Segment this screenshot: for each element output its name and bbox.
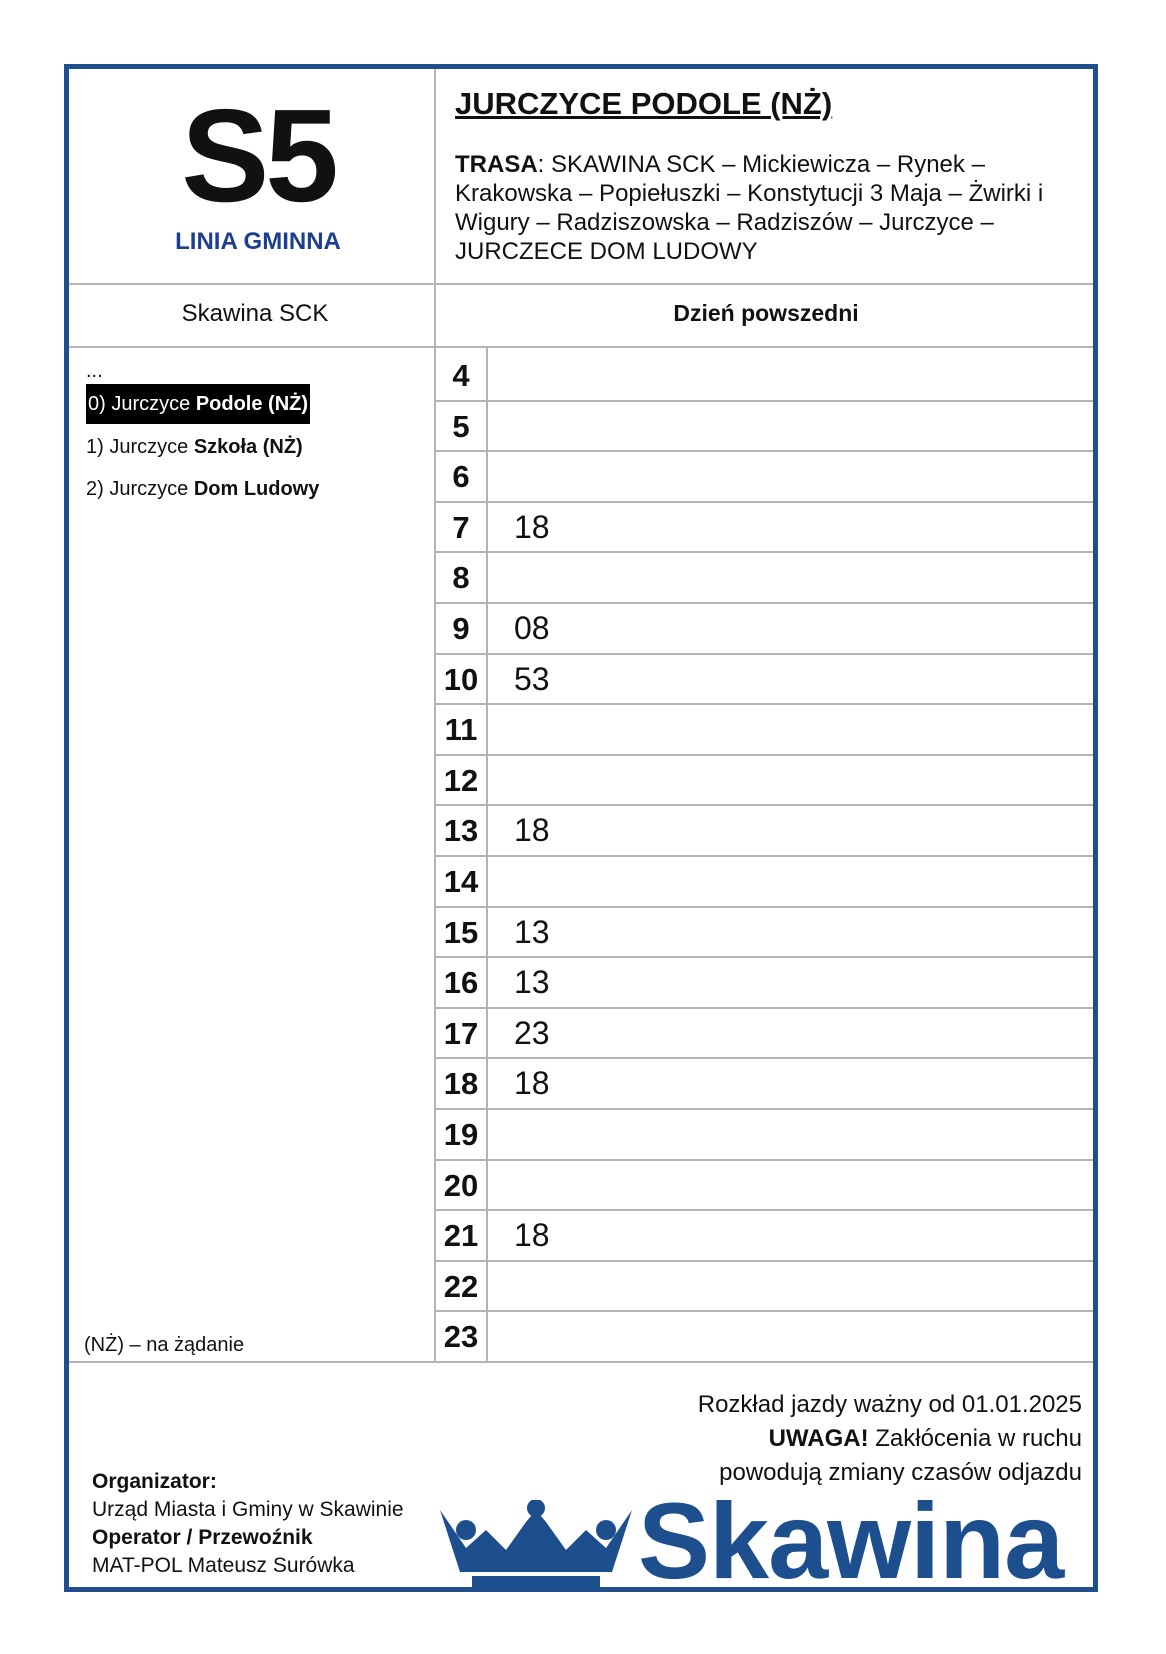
- stop-item-current: [86, 384, 310, 424]
- timetable-row: [436, 907, 1098, 958]
- minutes-cell: 18: [514, 1217, 550, 1254]
- minutes-cell: 18: [514, 508, 550, 545]
- timetable-row: [436, 502, 1098, 553]
- validity-info: [698, 1388, 1082, 1490]
- stop-row: [86, 468, 426, 510]
- hour-cell: 17: [443, 1015, 479, 1051]
- minutes-cell: 23: [514, 1014, 550, 1051]
- minutes-cell: 13: [514, 964, 550, 1001]
- row-divider: [436, 804, 1093, 806]
- timetable-row: [436, 552, 1098, 603]
- timetable-row: [436, 1160, 1098, 1211]
- hour-cell: 19: [443, 1117, 479, 1152]
- route-description: [455, 150, 1055, 266]
- timetable-row: [436, 1261, 1098, 1312]
- organizer-label: Organizator:: [92, 1470, 217, 1493]
- timetable-row: [436, 704, 1098, 755]
- stops-list: [86, 358, 426, 510]
- hour-cell: 11: [444, 712, 478, 748]
- timetable-row: [436, 805, 1098, 856]
- row-divider: [436, 855, 1093, 857]
- hour-cell: 15: [443, 914, 479, 950]
- hour-cell: 13: [443, 813, 479, 849]
- day-type-heading: Dzień powszedni: [673, 300, 859, 326]
- hour-cell: 21: [443, 1218, 479, 1254]
- row-divider: [436, 1007, 1093, 1009]
- route-text: : SKAWINA SCK – Mickiewicza – Rynek – Krakowska – Popiełuszki – Konstytucji 3 Maja – Żwirki i Wigury – Radziszowska – Radziszów – Jurczyce – JURCZECE DOM LUDOWY: [455, 151, 1044, 265]
- row-divider: [436, 956, 1093, 958]
- timetable-row: [436, 1109, 1098, 1160]
- row-divider: [436, 551, 1093, 553]
- header-bottom-line: [69, 283, 1093, 285]
- row-divider: [436, 450, 1093, 452]
- hour-cell: 18: [443, 1066, 479, 1102]
- warning-label: UWAGA!: [768, 1425, 869, 1452]
- stop-row: [86, 426, 426, 468]
- row-divider: [436, 1209, 1093, 1211]
- stop-name: Podole (NŻ): [195, 393, 309, 415]
- timetable-row: [436, 1008, 1098, 1059]
- timetable-row: [436, 1210, 1098, 1261]
- row-divider: [436, 400, 1093, 402]
- stop-row: [86, 384, 426, 426]
- subheader-bottom-line: [69, 346, 1093, 348]
- row-divider: [436, 703, 1093, 705]
- stops-ellipsis: ...: [86, 360, 103, 382]
- warning-text-continued: powodują zmiany czasów odjazdu: [719, 1459, 1082, 1486]
- row-divider: [436, 1159, 1093, 1161]
- row-divider: [436, 754, 1093, 756]
- hour-cell: 14: [443, 864, 479, 899]
- timetable-row: [436, 755, 1098, 806]
- row-divider: [436, 653, 1093, 655]
- row-divider: [436, 1310, 1093, 1312]
- minutes-cell: 53: [514, 660, 550, 697]
- timetable-row: [436, 654, 1098, 705]
- departure-stop: Skawina SCK: [181, 300, 329, 327]
- row-divider: [436, 501, 1093, 503]
- hour-cell: 16: [443, 965, 479, 1001]
- warning: [698, 1422, 1082, 1456]
- timetable-row: [436, 1311, 1098, 1362]
- stop-prefix: 2) Jurczyce: [86, 478, 194, 500]
- hour-cell: 10: [443, 661, 479, 697]
- timetable-row: [436, 856, 1098, 907]
- stop-prefix: 0) Jurczyce: [88, 393, 196, 415]
- stop-name: Dom Ludowy: [193, 478, 320, 500]
- timetable-row: [436, 401, 1098, 452]
- warning-text: Zakłócenia w ruchu: [868, 1425, 1082, 1452]
- hour-cell: 7: [452, 509, 470, 545]
- row-divider: [436, 1057, 1093, 1059]
- minutes-cell: 13: [514, 913, 550, 950]
- line-type: LINIA GMINNA: [175, 228, 341, 255]
- logo-text: Skawina: [638, 1480, 1064, 1601]
- minutes-cell: 18: [514, 1065, 550, 1102]
- line-number: S5: [181, 82, 335, 229]
- legend: (NŻ) – na żądanie: [84, 1334, 245, 1356]
- hour-cell: 20: [443, 1167, 479, 1203]
- route-label: TRASA: [455, 151, 538, 178]
- row-divider: [436, 906, 1093, 908]
- hour-cell: 5: [452, 408, 470, 444]
- credits: [92, 1468, 404, 1580]
- operator-label: Operator / Przewoźnik: [92, 1526, 313, 1549]
- hour-cell: 12: [443, 762, 479, 798]
- hour-cell: 4: [452, 358, 470, 393]
- row-divider: [436, 1108, 1093, 1110]
- hour-cell: 22: [443, 1268, 479, 1304]
- stop-title: JURCZYCE PODOLE (NŻ): [455, 86, 833, 121]
- crown-logo-icon: [436, 1500, 636, 1590]
- stop-name: Szkoła (NŻ): [193, 436, 303, 458]
- timetable-row: [436, 1058, 1098, 1109]
- stop-item: [86, 478, 319, 500]
- row-divider: [436, 602, 1093, 604]
- organizer: Urząd Miasta i Gminy w Skawinie: [92, 1498, 404, 1521]
- hour-cell: 6: [452, 459, 470, 495]
- timetable-row: [436, 350, 1098, 401]
- hour-cell: 8: [452, 560, 470, 596]
- stop-prefix: 1) Jurczyce: [86, 436, 194, 458]
- timetable-row: [436, 603, 1098, 654]
- minutes-cell: 08: [514, 610, 550, 646]
- operator: MAT-POL Mateusz Surówka: [92, 1554, 355, 1577]
- hour-cell: 9: [452, 611, 470, 646]
- row-divider: [436, 1260, 1093, 1262]
- timetable-row: [436, 957, 1098, 1008]
- hour-cell: 23: [443, 1319, 479, 1355]
- valid-from: Rozkład jazdy ważny od 01.01.2025: [697, 1391, 1082, 1418]
- timetable-row: [436, 451, 1098, 502]
- minutes-cell: 18: [514, 812, 550, 849]
- stop-item: [86, 436, 303, 458]
